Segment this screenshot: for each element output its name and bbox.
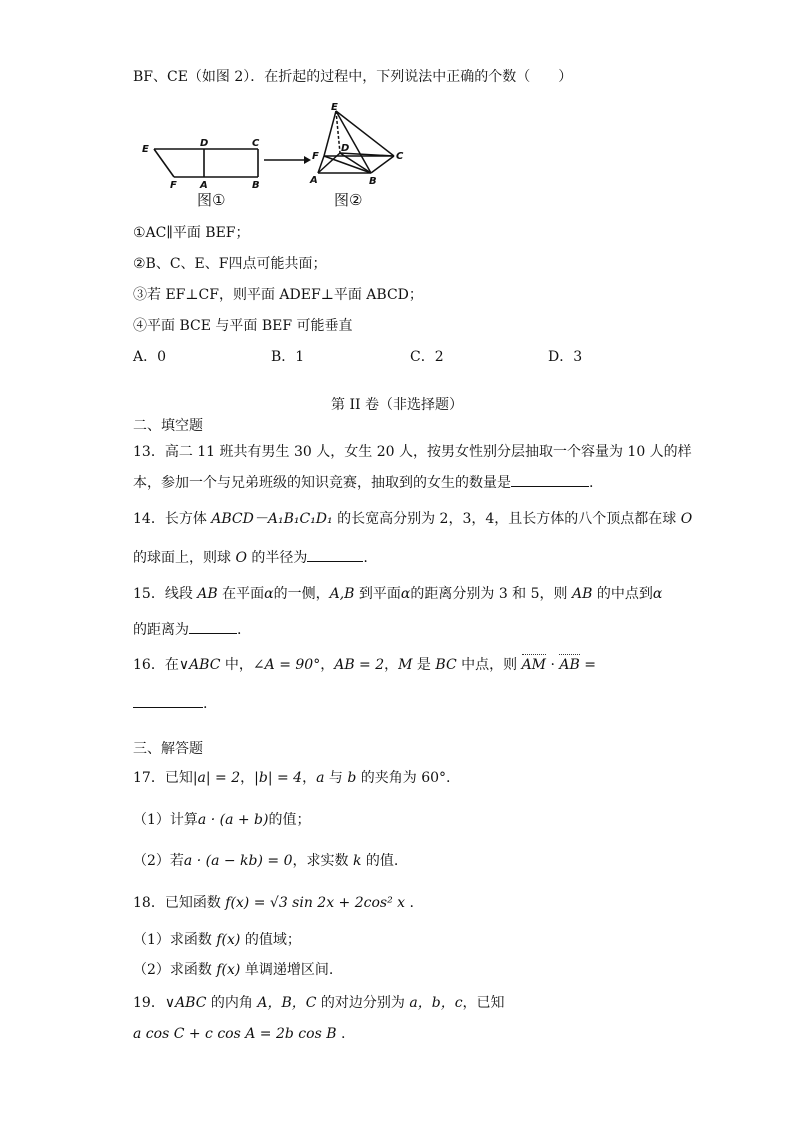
arrow-icon — [262, 153, 312, 167]
q14-cuboid: ABCD－A₁B₁C₁D₁ — [211, 511, 333, 527]
q16-point-m: M — [398, 657, 413, 673]
q17-with: 与 — [324, 770, 348, 786]
q16-vector-am: AM — [521, 657, 547, 673]
q14-text-c: 的球面上，则球 — [133, 550, 236, 566]
q18-line1 — [133, 894, 414, 912]
q14-text-b: 的长宽高分别为 2，3，4，且长方体的八个顶点都在球 — [332, 511, 681, 527]
fig1-label-f: F — [170, 180, 177, 191]
q15-text-b: 在平面 — [217, 586, 265, 602]
q16-vector-ab: AB — [559, 657, 580, 673]
q13-line1: 13．高二 11 班共有男生 30 人，女生 20 人，按男女性别分层抽取一个容量为 10 人的样 — [133, 444, 692, 460]
q16-end: . — [203, 696, 208, 712]
q14-line1 — [133, 510, 692, 528]
q15-text-d: 到平面 — [354, 586, 401, 602]
option-b[interactable]: B．1 — [271, 349, 305, 365]
q14-sphere-o-2: O — [235, 550, 247, 566]
q17-part1 — [133, 811, 310, 829]
q15-text-f: 的中点到 — [592, 586, 653, 602]
q19-text-d: ，已知 — [462, 995, 505, 1011]
q15-end: . — [237, 622, 242, 638]
q18-p1-f: f(x) — [216, 932, 241, 948]
option-d[interactable]: D．3 — [548, 349, 583, 365]
q15-text-a: 15．线段 — [133, 586, 198, 602]
q19-text-a: 19． — [133, 995, 165, 1011]
statement-2: ②B、C、E、F四点可能共面； — [133, 256, 327, 272]
q16-text-d: ， — [384, 657, 399, 673]
q17-sep2: ， — [302, 770, 317, 786]
q15-alpha-2: α — [400, 586, 411, 602]
q19-line1 — [133, 994, 505, 1012]
q15-segment-ab: AB — [197, 586, 218, 602]
fig1-label-c: C — [252, 138, 260, 149]
q16-text-f: 中点，则 — [456, 657, 522, 673]
q17-part2 — [133, 852, 398, 870]
q18-p1-text-a: （1）求函数 — [133, 932, 217, 948]
statement-1: ①AC∥平面 BEF； — [133, 225, 250, 241]
fig2-label-b: B — [369, 176, 377, 187]
q14-line2 — [133, 547, 368, 567]
q17-p2-text-b: ，求实数 — [292, 853, 353, 869]
q15-answer-blank[interactable] — [189, 619, 237, 634]
fig1-edge-ef — [154, 149, 174, 177]
fig1-caption: 图① — [197, 191, 226, 209]
q17-tail: 的夹角为 60°. — [356, 770, 451, 786]
statement-4: ④平面 BCE 与平面 BEF 可能垂直 — [133, 318, 353, 334]
q18-p2-text-b: 单调递增区间. — [240, 962, 334, 978]
fig1-label-e: E — [142, 144, 149, 155]
question-12-tail — [133, 68, 572, 86]
fig2-edge-bc — [371, 156, 394, 173]
q16-text-a: 16．在 — [133, 657, 179, 673]
fig1-label-a: A — [200, 180, 208, 191]
q17-p2-text-c: 的值. — [361, 853, 399, 869]
q17-p1-expression: a · (a + b) — [197, 812, 269, 828]
q13-text: 本，参加一个与兄弟班级的知识竞赛，抽取到的女生的数量是 — [133, 475, 511, 491]
option-a[interactable]: A．0 — [133, 349, 167, 365]
part2-title: 第 II 卷（非选择题） — [331, 397, 463, 413]
q13-end: . — [589, 475, 594, 491]
q17-vector-b: b — [347, 770, 357, 786]
fig2-label-e: E — [331, 102, 338, 113]
q17-p2-k: k — [352, 853, 362, 869]
q17-vector-a: a — [316, 770, 325, 786]
fig2-edge-ef — [324, 111, 336, 156]
fig2-edge-eb — [336, 111, 371, 173]
q16-dot: · — [546, 657, 560, 673]
q15-text-e: 的距离分别为 3 和 5，则 — [410, 586, 572, 602]
q18-text-a: 18．已知函数 — [133, 895, 226, 911]
q17-p1-text-a: （1）计算 — [133, 812, 198, 828]
q19-text-c: 的对边分别为 — [316, 995, 410, 1011]
q15-alpha: α — [264, 586, 274, 602]
fig2-label-c: C — [396, 151, 404, 162]
q14-text-a: 14．长方体 — [133, 511, 212, 527]
statement-3: ③若 EF⊥CF，则平面 ADEF⊥平面 ABCD； — [133, 287, 423, 303]
q15-text-g: 的距离为 — [133, 622, 189, 638]
q18-p2-text-a: （2）求函数 — [133, 962, 217, 978]
q18-function: f(x) = √3 sin 2x + 2cos² x — [225, 895, 406, 911]
q17-p1-text-b: 的值； — [268, 812, 311, 828]
q17-text-a: 17．已知 — [133, 770, 193, 786]
fig2-label-d: D — [341, 143, 350, 154]
q14-text-d: 的半径为 — [246, 550, 308, 566]
q16-angle: ∠A = 90° — [252, 657, 321, 673]
section-fill-title: 二、填空题 — [133, 418, 203, 434]
q17-abs-a: |a| = 2 — [192, 770, 241, 786]
q18-p1-text-b: 的值域； — [240, 932, 301, 948]
q19-angles: A，B，C — [257, 995, 317, 1011]
q16-triangle: ∨ABC — [178, 657, 221, 673]
q18-text-b: . — [405, 895, 414, 911]
q17-line1 — [133, 769, 451, 787]
q16-ab-length: AB = 2 — [334, 657, 385, 673]
figure-1 — [140, 135, 280, 195]
fig2-caption: 图② — [334, 191, 363, 209]
q16-text-e: 是 — [412, 657, 436, 673]
q13-line2 — [133, 472, 593, 492]
q19-triangle: ∨ABC — [164, 995, 207, 1011]
option-c[interactable]: C．2 — [410, 349, 444, 365]
q18-p2-f: f(x) — [216, 962, 241, 978]
figure-2 — [306, 101, 416, 191]
q16-segment-bc: BC — [435, 657, 457, 673]
q17-p2-equation: a · (a − kb) = 0 — [183, 853, 293, 869]
header-text: BF、CE（如图 2）．在折起的过程中，下列说法中正确的个数（ ） — [133, 69, 573, 85]
fig1-label-b: B — [252, 180, 260, 191]
q18-part1 — [133, 931, 301, 949]
q15-line2 — [133, 619, 241, 639]
q17-sep1: ， — [240, 770, 255, 786]
q15-alpha-3: α — [652, 586, 663, 602]
q16-text-b: 中， — [220, 657, 253, 673]
q19-line2 — [133, 1025, 345, 1043]
q14-end: . — [363, 550, 368, 566]
q19-sides: a，b，c — [409, 995, 463, 1011]
q15-text-c: 的一侧， — [273, 586, 330, 602]
q17-abs-b: |b| = 4 — [254, 770, 303, 786]
q14-sphere-o: O — [680, 511, 693, 527]
q16-equals: = — [579, 657, 596, 673]
section-solve-title: 三、解答题 — [133, 741, 203, 757]
q16-line2 — [133, 693, 207, 713]
fig1-label-d: D — [200, 138, 209, 149]
q15-points-ab: A,B — [329, 586, 355, 602]
q16-text-c: ， — [320, 657, 335, 673]
fig2-label-f: F — [312, 151, 319, 162]
q19-equation: a cos C + c cos A = 2b cos B — [133, 1026, 337, 1042]
q16-answer-blank[interactable] — [133, 693, 203, 708]
q16-line1 — [133, 656, 596, 674]
fig2-label-a: A — [310, 175, 318, 186]
q19-end: . — [336, 1026, 346, 1042]
q19-text-b: 的内角 — [206, 995, 258, 1011]
q17-p2-text-a: （2）若 — [133, 853, 184, 869]
q15-line1 — [133, 585, 662, 603]
q15-segment-ab-2: AB — [572, 586, 593, 602]
q13-answer-blank[interactable] — [511, 472, 589, 487]
q14-answer-blank[interactable] — [307, 547, 363, 562]
q18-part2 — [133, 961, 333, 979]
